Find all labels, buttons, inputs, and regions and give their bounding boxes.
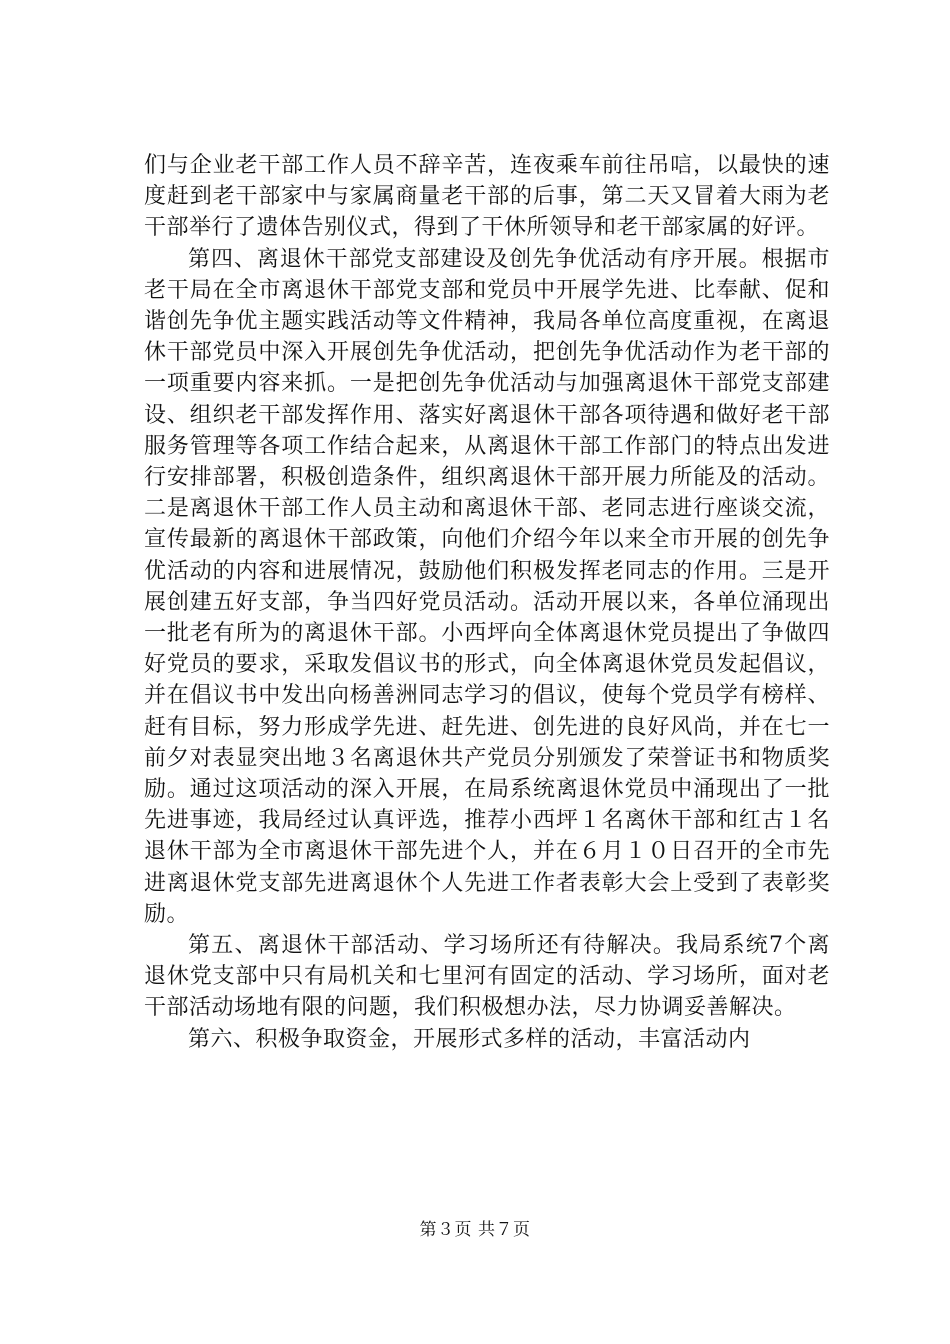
- paragraph-section-four: 第四、离退休干部党支部建设及创先争优活动有序开展。根据市老干局在全市离退休干部党支部和党员中开展学先进、比奉献、促和谐创先争优主题实践活动等文件精神，我局各单位高度重视，在离退休干部党员中深入开展创先争优活动，把创先争优活动作为老干部的一项重要内容来抓。一是把创先争优活动与加强离退休干部党支部建设、组织老干部发挥作用、落实好离退休干部各项待遇和做好老干部服务管理等各项工作结合起来，从离退休干部工作部门的特点出发进行安排部署，积极创造条件，组织离退休干部开展力所能及的活动。二是离退休干部工作人员主动和离退休干部、老同志进行座谈交流，宣传最新的离退休干部政策，向他们介绍今年以来全市开展的创先争优活动的内容和进展情况，鼓励他们积极发挥老同志的作用。三是开展创建五好支部，争当四好党员活动。活动开展以来，各单位涌现出一批老有所为的离退休干部。小西坪向全体离退休党员提出了争做四好党员的要求，采取发倡议书的形式，向全体离退休党员发起倡议，并在倡议书中发出向杨善洲同志学习的倡议，使每个党员学有榜样、赶有目标，努力形成学先进、赶先进、创先进的良好风尚，并在七一前夕对表显突出地３名离退休共产党员分别颁发了荣誉证书和物质奖励。通过这项活动的深入开展，在局系统离退休党员中涌现出了一批先进事迹，我局经过认真评选，推荐小西坪１名离休干部和红古１名退休干部为全市离退休干部先进个人，并在６月１０日召开的全市先进离退休党支部先进离退休个人先进工作者表彰大会上受到了表彰奖励。: [144, 246, 830, 927]
- paragraph-section-five: 第五、离退休干部活动、学习场所还有待解决。我局系统7个离退休党支部中只有局机关和七里河有固定的活动、学习场所，面对老干部活动场地有限的问题，我们积极想办法，尽力协调妥善解决。: [144, 933, 830, 1021]
- page-number-footer: 第３页 共７页: [419, 1220, 531, 1240]
- paragraph-section-six: 第六、积极争取资金，开展形式多样的活动，丰富活动内: [188, 1026, 751, 1052]
- paragraph-continued: 们与企业老干部工作人员不辞辛苦，连夜乘车前往吊唁，以最快的速度赶到老干部家中与家属商量老干部的后事，第二天又冒着大雨为老干部举行了遗体告别仪式，得到了干休所领导和老干部家属的好评。: [144, 153, 830, 241]
- document-body: [144, 150, 830, 1055]
